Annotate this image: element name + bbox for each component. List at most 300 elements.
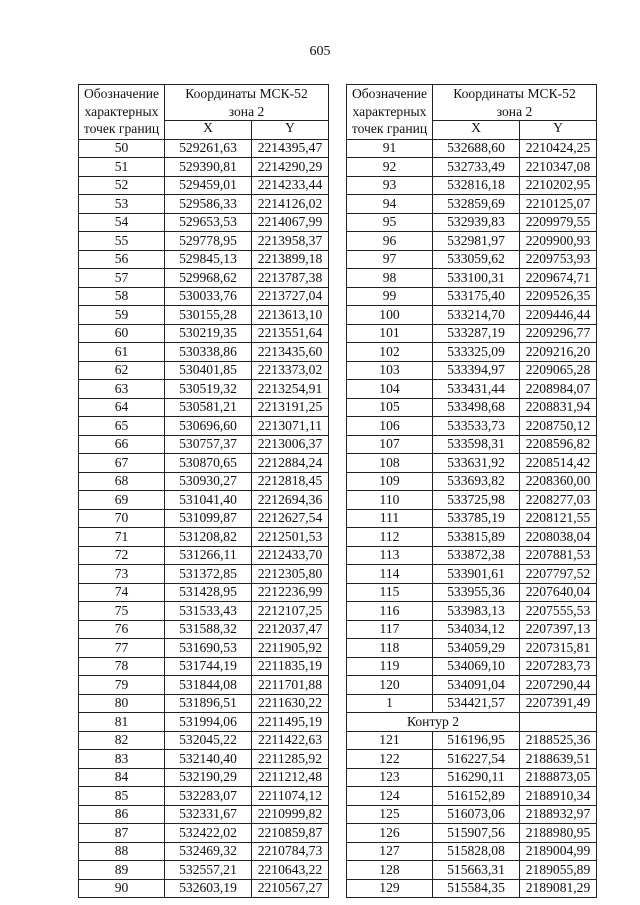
- table-row: [79, 361, 329, 380]
- table-row: [79, 324, 329, 343]
- y-coordinate-cell: 2209065,28: [520, 361, 597, 380]
- y-coordinate-cell: 2208831,94: [520, 398, 597, 417]
- x-coordinate-cell: 516152,89: [433, 787, 520, 806]
- y-coordinate-cell: 2207640,04: [520, 583, 597, 602]
- x-coordinate-cell: 533785,19: [433, 509, 520, 528]
- table-row: [79, 232, 329, 251]
- x-coordinate-cell: 534034,12: [433, 620, 520, 639]
- point-number-cell: 127: [347, 842, 433, 861]
- point-number-cell: 93: [347, 176, 433, 195]
- table-row: [347, 139, 597, 158]
- x-coordinate-cell: 533175,40: [433, 287, 520, 306]
- y-coordinate-cell: 2210347,08: [520, 158, 597, 177]
- x-coordinate-cell: 531844,08: [165, 676, 252, 695]
- table-row: [347, 546, 597, 565]
- y-coordinate-cell: 2211630,22: [252, 694, 329, 713]
- y-coordinate-cell: 2210784,73: [252, 842, 329, 861]
- y-coordinate-cell: 2209674,71: [520, 269, 597, 288]
- point-number-cell: 85: [79, 787, 165, 806]
- y-coordinate-cell: 2210202,95: [520, 176, 597, 195]
- table-row: [79, 676, 329, 695]
- point-number-cell: 100: [347, 306, 433, 325]
- point-number-cell: 126: [347, 824, 433, 843]
- table-row: [79, 824, 329, 843]
- designation-header-line1: Обозначение: [83, 86, 160, 101]
- y-coordinate-cell: 2188910,34: [520, 787, 597, 806]
- point-number-cell: 98: [347, 269, 433, 288]
- point-number-cell: 82: [79, 731, 165, 750]
- designation-header-line2: характерных: [352, 103, 427, 119]
- coordinates-header: [433, 85, 597, 121]
- y-coordinate-cell: 2207315,81: [520, 639, 597, 658]
- y-coordinate-cell: 2210424,25: [520, 139, 597, 158]
- x-coordinate-cell: 531099,87: [165, 509, 252, 528]
- x-coordinate-cell: 529968,62: [165, 269, 252, 288]
- table-row: [347, 158, 597, 177]
- point-number-cell: 105: [347, 398, 433, 417]
- table-row: [347, 398, 597, 417]
- table-row: [347, 620, 597, 639]
- x-coordinate-cell: 532469,32: [165, 842, 252, 861]
- y-coordinate-cell: 2212433,70: [252, 546, 329, 565]
- table-row: [347, 306, 597, 325]
- y-coordinate-cell: 2210125,07: [520, 195, 597, 214]
- y-coordinate-cell: 2211074,12: [252, 787, 329, 806]
- table-row: [79, 417, 329, 436]
- x-coordinate-cell: 531588,32: [165, 620, 252, 639]
- y-coordinate-cell: 2209979,55: [520, 213, 597, 232]
- table-row: [79, 213, 329, 232]
- table-row: [79, 842, 329, 861]
- table-row: [347, 287, 597, 306]
- point-number-cell: 96: [347, 232, 433, 251]
- table-row: [347, 676, 597, 695]
- table-row: [79, 528, 329, 547]
- x-coordinate-cell: 530338,86: [165, 343, 252, 362]
- y-coordinate-cell: 2207555,53: [520, 602, 597, 621]
- x-coordinate-cell: 532422,02: [165, 824, 252, 843]
- y-coordinate-cell: 2209900,93: [520, 232, 597, 251]
- x-coordinate-cell: 533693,82: [433, 472, 520, 491]
- point-number-cell: 62: [79, 361, 165, 380]
- point-number-cell: 91: [347, 139, 433, 158]
- point-number-cell: 125: [347, 805, 433, 824]
- x-coordinate-cell: 530757,37: [165, 435, 252, 454]
- point-number-cell: 65: [79, 417, 165, 436]
- y-coordinate-cell: 2211905,92: [252, 639, 329, 658]
- x-coordinate-cell: 529459,01: [165, 176, 252, 195]
- x-coordinate-cell: 531041,40: [165, 491, 252, 510]
- y-coordinate-cell: 2212501,53: [252, 528, 329, 547]
- x-coordinate-cell: 532981,97: [433, 232, 520, 251]
- table-row: [347, 491, 597, 510]
- x-coordinate-cell: 532283,07: [165, 787, 252, 806]
- table-row: [79, 306, 329, 325]
- x-coordinate-cell: 532190,29: [165, 768, 252, 787]
- x-coordinate-cell: 531533,43: [165, 602, 252, 621]
- x-coordinate-cell: 530519,32: [165, 380, 252, 399]
- table-row: [79, 805, 329, 824]
- table-row: [79, 861, 329, 880]
- table-row: [347, 454, 597, 473]
- point-number-cell: 123: [347, 768, 433, 787]
- x-coordinate-cell: 515584,35: [433, 879, 520, 898]
- y-column-header: Y: [252, 121, 329, 140]
- table-row: [347, 731, 597, 750]
- y-coordinate-cell: 2212694,36: [252, 491, 329, 510]
- point-number-cell: 74: [79, 583, 165, 602]
- point-number-cell: 78: [79, 657, 165, 676]
- table-row: [347, 195, 597, 214]
- y-coordinate-cell: 2209753,93: [520, 250, 597, 269]
- y-coordinate-cell: 2211701,88: [252, 676, 329, 695]
- table-row: [79, 602, 329, 621]
- point-number-cell: 94: [347, 195, 433, 214]
- x-coordinate-cell: 532688,60: [433, 139, 520, 158]
- table-row: [347, 232, 597, 251]
- table-row: [79, 269, 329, 288]
- designation-header-line2: характерных: [84, 103, 159, 119]
- x-coordinate-cell: 533598,31: [433, 435, 520, 454]
- x-coordinate-cell: 532816,18: [433, 176, 520, 195]
- x-coordinate-cell: 532140,40: [165, 750, 252, 769]
- y-coordinate-cell: 2208277,03: [520, 491, 597, 510]
- table-row: [347, 805, 597, 824]
- point-number-cell: 90: [79, 879, 165, 898]
- coordinates-table-left: [78, 84, 329, 898]
- table-row: [347, 176, 597, 195]
- point-number-cell: 107: [347, 435, 433, 454]
- y-coordinate-cell: 2212627,54: [252, 509, 329, 528]
- point-number-cell: 50: [79, 139, 165, 158]
- table-row: [347, 639, 597, 658]
- y-coordinate-cell: 2209296,77: [520, 324, 597, 343]
- x-coordinate-cell: 530581,21: [165, 398, 252, 417]
- point-number-cell: 73: [79, 565, 165, 584]
- x-coordinate-cell: 531744,19: [165, 657, 252, 676]
- y-coordinate-cell: 2211422,63: [252, 731, 329, 750]
- y-coordinate-cell: 2209216,20: [520, 343, 597, 362]
- y-coordinate-cell: 2211285,92: [252, 750, 329, 769]
- point-number-cell: 102: [347, 343, 433, 362]
- x-coordinate-cell: 533872,38: [433, 546, 520, 565]
- point-number-cell: 63: [79, 380, 165, 399]
- point-number-cell: 70: [79, 509, 165, 528]
- x-coordinate-cell: 531266,11: [165, 546, 252, 565]
- point-number-cell: 80: [79, 694, 165, 713]
- point-number-cell: 77: [79, 639, 165, 658]
- x-coordinate-cell: 516290,11: [433, 768, 520, 787]
- point-number-cell: 124: [347, 787, 433, 806]
- table-row: [79, 657, 329, 676]
- table-row: [79, 565, 329, 584]
- point-number-cell: 88: [79, 842, 165, 861]
- point-number-cell: 54: [79, 213, 165, 232]
- table-row: [347, 768, 597, 787]
- x-coordinate-cell: 533287,19: [433, 324, 520, 343]
- point-number-cell: 119: [347, 657, 433, 676]
- y-coordinate-cell: 2214126,02: [252, 195, 329, 214]
- x-coordinate-cell: 530033,76: [165, 287, 252, 306]
- x-coordinate-cell: 516227,54: [433, 750, 520, 769]
- x-coordinate-cell: 533394,97: [433, 361, 520, 380]
- table-row: [347, 435, 597, 454]
- point-number-cell: 112: [347, 528, 433, 547]
- x-coordinate-cell: 530155,28: [165, 306, 252, 325]
- x-coordinate-cell: 531690,53: [165, 639, 252, 658]
- y-coordinate-cell: 2211495,19: [252, 713, 329, 732]
- y-coordinate-cell: 2188932,97: [520, 805, 597, 824]
- x-coordinate-cell: 533431,44: [433, 380, 520, 399]
- table-row: [79, 768, 329, 787]
- x-coordinate-cell: 530219,35: [165, 324, 252, 343]
- y-coordinate-cell: 2208984,07: [520, 380, 597, 399]
- point-number-cell: 87: [79, 824, 165, 843]
- point-number-cell: 115: [347, 583, 433, 602]
- y-coordinate-cell: 2189055,89: [520, 861, 597, 880]
- point-number-cell: 92: [347, 158, 433, 177]
- y-coordinate-cell: 2211212,48: [252, 768, 329, 787]
- x-coordinate-cell: 532859,69: [433, 195, 520, 214]
- point-number-cell: 60: [79, 324, 165, 343]
- coordinates-table-right: [346, 84, 597, 898]
- y-coordinate-cell: 2208750,12: [520, 417, 597, 436]
- point-number-cell: 108: [347, 454, 433, 473]
- table-row: [79, 195, 329, 214]
- x-coordinate-cell: 534069,10: [433, 657, 520, 676]
- table-row: [79, 139, 329, 158]
- point-number-cell: 84: [79, 768, 165, 787]
- coordinates-header-line1: Координаты МСК-52: [453, 86, 576, 101]
- table-row: [347, 324, 597, 343]
- y-coordinate-cell: 2213958,37: [252, 232, 329, 251]
- x-coordinate-cell: 529390,81: [165, 158, 252, 177]
- contour-label: Контур 2: [347, 713, 520, 732]
- x-coordinate-cell: 515828,08: [433, 842, 520, 861]
- table-row: [79, 454, 329, 473]
- x-coordinate-cell: 532733,49: [433, 158, 520, 177]
- y-coordinate-cell: 2213006,37: [252, 435, 329, 454]
- point-number-cell: 81: [79, 713, 165, 732]
- contour-row: [347, 713, 597, 732]
- designation-header-line1: Обозначение: [351, 86, 428, 101]
- y-coordinate-cell: 2213551,64: [252, 324, 329, 343]
- designation-header-line3: точек границ: [351, 121, 428, 136]
- point-number-cell: 99: [347, 287, 433, 306]
- y-coordinate-cell: 2207290,44: [520, 676, 597, 695]
- x-coordinate-cell: 529778,95: [165, 232, 252, 251]
- x-coordinate-cell: 530930,27: [165, 472, 252, 491]
- point-number-cell: 116: [347, 602, 433, 621]
- x-coordinate-cell: 532331,67: [165, 805, 252, 824]
- point-number-cell: 72: [79, 546, 165, 565]
- y-coordinate-cell: 2188980,95: [520, 824, 597, 843]
- y-coordinate-cell: 2188525,36: [520, 731, 597, 750]
- x-coordinate-cell: 532557,21: [165, 861, 252, 880]
- point-number-cell: 57: [79, 269, 165, 288]
- designation-header: [347, 85, 433, 140]
- contour-section: [347, 713, 597, 732]
- x-coordinate-cell: 533059,62: [433, 250, 520, 269]
- point-number-cell: 103: [347, 361, 433, 380]
- x-coordinate-cell: 530401,85: [165, 361, 252, 380]
- x-coordinate-cell: 534059,29: [433, 639, 520, 658]
- point-number-cell: 86: [79, 805, 165, 824]
- y-coordinate-cell: 2207881,53: [520, 546, 597, 565]
- point-number-cell: 53: [79, 195, 165, 214]
- table-row: [347, 750, 597, 769]
- x-coordinate-cell: 531372,85: [165, 565, 252, 584]
- table-row: [79, 176, 329, 195]
- point-number-cell: 120: [347, 676, 433, 695]
- table-row: [79, 750, 329, 769]
- table-row: [79, 787, 329, 806]
- y-coordinate-cell: 2213727,04: [252, 287, 329, 306]
- table-row: [347, 213, 597, 232]
- table-row: [347, 657, 597, 676]
- point-number-cell: 114: [347, 565, 433, 584]
- x-coordinate-cell: 531896,51: [165, 694, 252, 713]
- contour-empty-cell: [520, 713, 597, 732]
- x-coordinate-cell: 532603,19: [165, 879, 252, 898]
- table-row: [79, 472, 329, 491]
- point-number-cell: 75: [79, 602, 165, 621]
- point-number-cell: 97: [347, 250, 433, 269]
- y-coordinate-cell: 2212884,24: [252, 454, 329, 473]
- table-row: [79, 713, 329, 732]
- point-number-cell: 56: [79, 250, 165, 269]
- x-coordinate-cell: 529261,63: [165, 139, 252, 158]
- y-coordinate-cell: 2208596,82: [520, 435, 597, 454]
- point-number-cell: 1: [347, 694, 433, 713]
- y-coordinate-cell: 2207391,49: [520, 694, 597, 713]
- table-row: [347, 509, 597, 528]
- table-row: [347, 417, 597, 436]
- x-coordinate-cell: 515663,31: [433, 861, 520, 880]
- x-coordinate-cell: 531994,06: [165, 713, 252, 732]
- y-coordinate-cell: 2211835,19: [252, 657, 329, 676]
- x-coordinate-cell: 515907,56: [433, 824, 520, 843]
- y-coordinate-cell: 2214395,47: [252, 139, 329, 158]
- table-row: [79, 620, 329, 639]
- x-coordinate-cell: 534091,04: [433, 676, 520, 695]
- designation-header-line3: точек границ: [83, 121, 160, 136]
- y-coordinate-cell: 2213191,25: [252, 398, 329, 417]
- coordinates-header-line1: Координаты МСК-52: [185, 86, 308, 101]
- point-number-cell: 109: [347, 472, 433, 491]
- point-number-cell: 68: [79, 472, 165, 491]
- point-number-cell: 129: [347, 879, 433, 898]
- point-number-cell: 121: [347, 731, 433, 750]
- y-column-header: Y: [520, 121, 597, 140]
- x-coordinate-cell: 533533,73: [433, 417, 520, 436]
- y-coordinate-cell: 2212818,45: [252, 472, 329, 491]
- table-row: [79, 287, 329, 306]
- table-row: [79, 250, 329, 269]
- y-coordinate-cell: 2208514,42: [520, 454, 597, 473]
- y-coordinate-cell: 2213787,38: [252, 269, 329, 288]
- point-number-cell: 95: [347, 213, 433, 232]
- x-coordinate-cell: 533498,68: [433, 398, 520, 417]
- x-coordinate-cell: 532939,83: [433, 213, 520, 232]
- point-number-cell: 52: [79, 176, 165, 195]
- table-row: [347, 565, 597, 584]
- x-coordinate-cell: 533955,36: [433, 583, 520, 602]
- point-number-cell: 67: [79, 454, 165, 473]
- table-row: [347, 602, 597, 621]
- x-coordinate-cell: 516073,06: [433, 805, 520, 824]
- y-coordinate-cell: 2214290,29: [252, 158, 329, 177]
- y-coordinate-cell: 2209526,35: [520, 287, 597, 306]
- y-coordinate-cell: 2189081,29: [520, 879, 597, 898]
- table-row: [347, 824, 597, 843]
- y-coordinate-cell: 2188639,51: [520, 750, 597, 769]
- y-coordinate-cell: 2213071,11: [252, 417, 329, 436]
- y-coordinate-cell: 2213435,60: [252, 343, 329, 362]
- point-number-cell: 59: [79, 306, 165, 325]
- table-row: [347, 343, 597, 362]
- y-coordinate-cell: 2207397,13: [520, 620, 597, 639]
- table-row: [79, 639, 329, 658]
- y-coordinate-cell: 2213373,02: [252, 361, 329, 380]
- y-coordinate-cell: 2212037,47: [252, 620, 329, 639]
- y-coordinate-cell: 2212305,80: [252, 565, 329, 584]
- table-row: [79, 583, 329, 602]
- point-number-cell: 83: [79, 750, 165, 769]
- x-coordinate-cell: 531428,95: [165, 583, 252, 602]
- x-coordinate-cell: 533815,89: [433, 528, 520, 547]
- x-coordinate-cell: 533214,70: [433, 306, 520, 325]
- point-number-cell: 113: [347, 546, 433, 565]
- x-coordinate-cell: 530870,65: [165, 454, 252, 473]
- coordinates-header: [165, 85, 329, 121]
- point-number-cell: 76: [79, 620, 165, 639]
- table-row: [79, 879, 329, 898]
- point-number-cell: 79: [79, 676, 165, 695]
- point-number-cell: 51: [79, 158, 165, 177]
- table-row: [347, 787, 597, 806]
- y-coordinate-cell: 2210859,87: [252, 824, 329, 843]
- table-row: [79, 380, 329, 399]
- table-row: [347, 842, 597, 861]
- point-number-cell: 122: [347, 750, 433, 769]
- point-number-cell: 118: [347, 639, 433, 658]
- y-coordinate-cell: 2208038,04: [520, 528, 597, 547]
- y-coordinate-cell: 2212236,99: [252, 583, 329, 602]
- y-coordinate-cell: 2189004,99: [520, 842, 597, 861]
- x-coordinate-cell: 530696,60: [165, 417, 252, 436]
- table-row: [79, 398, 329, 417]
- table-row: [347, 528, 597, 547]
- x-coordinate-cell: 531208,82: [165, 528, 252, 547]
- table-row: [347, 879, 597, 898]
- point-number-cell: 101: [347, 324, 433, 343]
- point-number-cell: 104: [347, 380, 433, 399]
- y-coordinate-cell: 2214233,44: [252, 176, 329, 195]
- point-number-cell: 64: [79, 398, 165, 417]
- table-row: [347, 472, 597, 491]
- point-number-cell: 110: [347, 491, 433, 510]
- y-coordinate-cell: 2209446,44: [520, 306, 597, 325]
- point-number-cell: 111: [347, 509, 433, 528]
- table-row: [79, 435, 329, 454]
- x-column-header: X: [165, 121, 252, 140]
- y-coordinate-cell: 2212107,25: [252, 602, 329, 621]
- table-row: [79, 491, 329, 510]
- y-coordinate-cell: 2213899,18: [252, 250, 329, 269]
- x-coordinate-cell: 532045,22: [165, 731, 252, 750]
- point-number-cell: 69: [79, 491, 165, 510]
